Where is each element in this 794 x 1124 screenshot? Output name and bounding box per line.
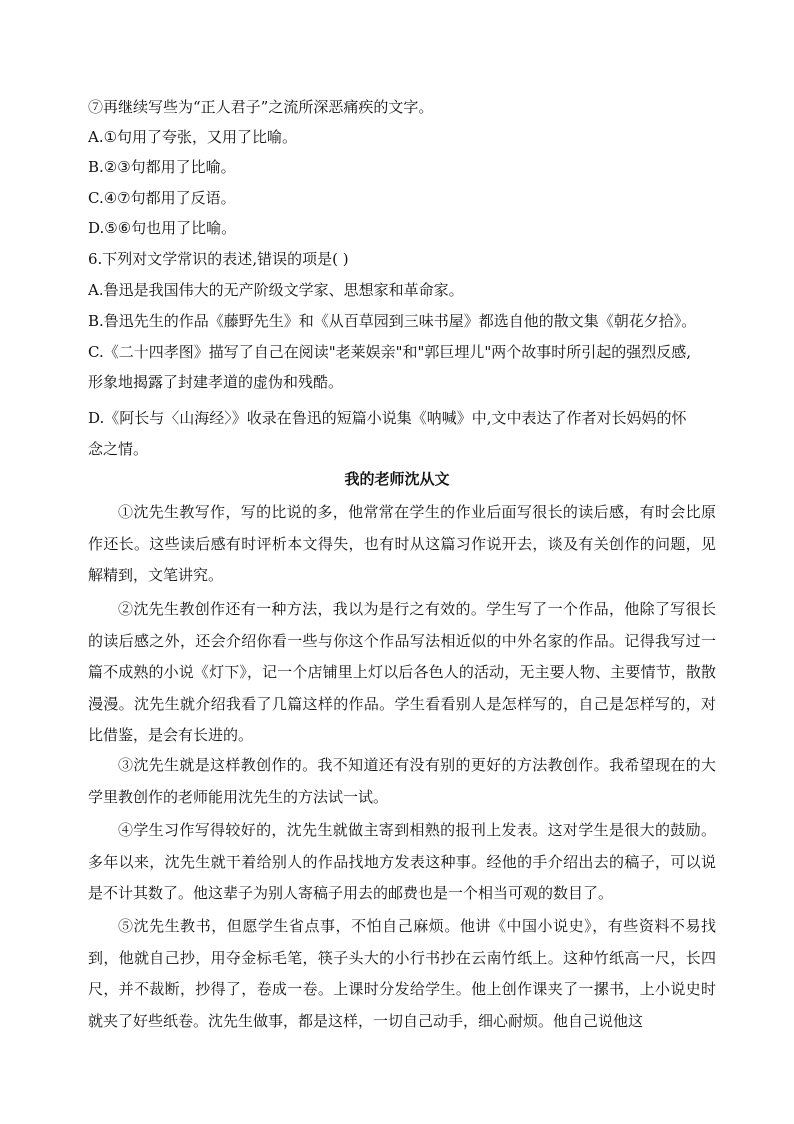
article-paragraph-4: ④学生习作写得较好的，沈先生就做主寄到相熟的报刊上发表。这对学生是很大的鼓励。多年以来，沈先生就干着给别人的作品找地方发表这种事。经他的手介绍出去的稿子，可以说是不计其数了。他这辈子为别人寄稿子用去的邮费也是一个相当可观的数目了。 [88,821,716,902]
article-paragraph-3: ③沈先生就是这样教创作的。我不知道还有没有别的更好的方法教创作。我希望现在的大学里教创作的老师能用沈先生的方法试一试。 [88,756,716,806]
q6-option-d-line2: 念之情。 [88,440,149,458]
q5-option-a: A.①句用了夸张，又用了比喻。 [88,128,298,146]
q5-option-b: B.②③句都用了比喻。 [88,158,236,176]
article-paragraph-1: ①沈先生教写作，写的比说的多，他常常在学生的作业后面写很长的读后感，有时会比原作还长。这些读后感有时评析本文得失，也有时从这篇习作说开去，谈及有关创作的问题，见解精到，文笔讲究。 [88,503,716,584]
q6-option-a: A.鲁迅是我国伟大的无产阶级文学家、思想家和革命家。 [88,281,464,299]
q5-option-d: D.⑤⑥句也用了比喻。 [88,219,237,237]
article-paragraph-2: ②沈先生教创作还有一种方法，我以为是行之有效的。学生写了一个作品，他除了写很长的读后感之外，还会介绍你看一些与你这个作品写法相近似的中外名家的作品。记得我写过一篇不成熟的小说《灯下》，记一个店铺里上灯以后各色人的活动，无主要人物、主要情节，散散漫漫。沈先生就介绍我看了几篇这样的作品。学生看看别人是怎样写的，自己是怎样写的，对比借鉴，是会有长进的。 [88,600,716,744]
article-title: 我的老师沈从文 [344,470,450,488]
q6-option-c-line1: C.《二十四孝图》描写了自己在阅读"老莱娱亲"和"郭巨埋儿"两个故事时所引起的强烈反感, [88,343,692,361]
q6-option-d-line1: D.《阿长与〈山海经〉》收录在鲁迅的短篇小说集《呐喊》中,文中表达了作者对长妈妈的怀 [88,409,687,427]
q6-option-c-line2: 形象地揭露了封建孝道的虚伪和残酷。 [88,373,344,391]
q6-stem: 6.下列对文学常识的表述,错误的项是( ) [88,250,349,268]
article-paragraph-5: ⑤沈先生教书，但愿学生省点事，不怕自己麻烦。他讲《中国小说史》，有些资料不易找到，他就自己抄，用夺金标毛笔，筷子头大的小行书抄在云南竹纸上。这种竹纸高一尺，长四尺，并不裁断，抄得了，卷成一卷。上课时分发给学生。他上创作课夹了一摞书，上小说史时就夹了好些纸卷。沈先生做事，都是这样，一切自己动手，细心耐烦。他自己说他这 [88,917,716,1030]
q5-sentence-7: ⑦再继续写些为“正人君子”之流所深恶痛疾的文字。 [88,98,434,116]
q5-option-c: C.④⑦句都用了反语。 [88,189,236,207]
q6-option-b: B.鲁迅先生的作品《藤野先生》和《从百草园到三味书屋》都选自他的散文集《朝花夕拾》。 [88,312,697,330]
